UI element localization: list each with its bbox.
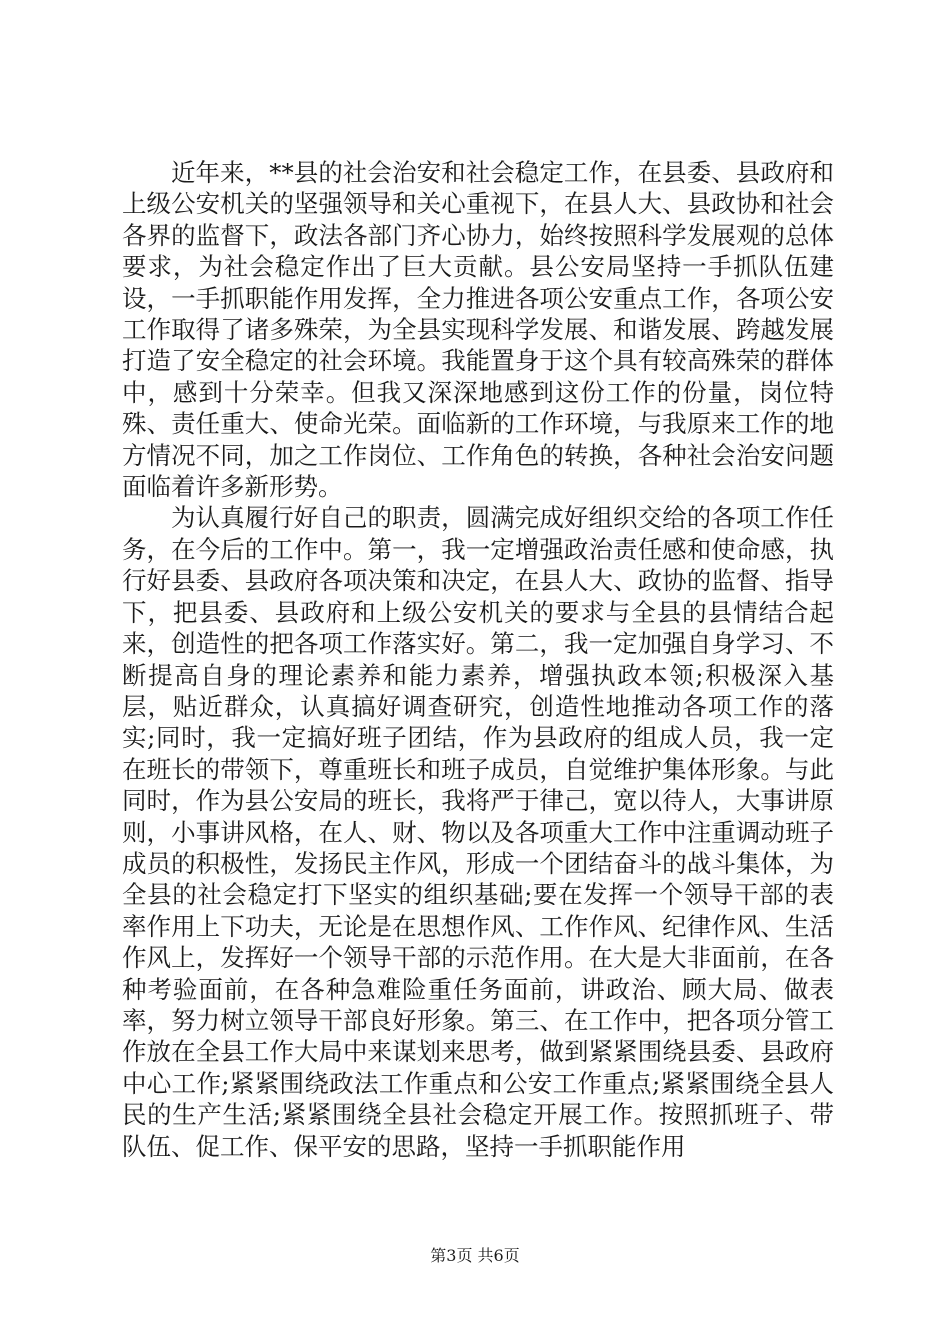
paragraph-1: 近年来，**县的社会治安和社会稳定工作，在县委、县政府和上级公安机关的坚强领导和关心重视下，在县人大、县政协和社会各界的监督下，政法各部门齐心协力，始终按照科学发展观的总体要求，为社会稳定作出了巨大贡献。县公安局坚持一手抓队伍建设，一手抓职能作用发挥，全力推进各项公安重点工作，各项公安工作取得了诸多殊荣，为全县实现科学发展、和谐发展、跨越发展打造了安全稳定的社会环境。我能置身于这个具有较高殊荣的群体中，感到十分荣幸。但我又深深地感到这份工作的份量，岗位特殊、责任重大、使命光荣。面临新的工作环境，与我原来工作的地方情况不同，加之工作岗位、工作角色的转换，各种社会治安问题面临着许多新形势。 <box>122 158 834 502</box>
paragraph-2: 为认真履行好自己的职责，圆满完成好组织交给的各项工作任务，在今后的工作中。第一，我一定增强政治责任感和使命感，执行好县委、县政府各项决策和决定，在县人大、政协的监督、指导下，把县委、县政府和上级公安机关的要求与全县的县情结合起来，创造性的把各项工作落实好。第二，我一定加强自身学习、不断提高自身的理论素养和能力素养，增强执政本领;积极深入基层，贴近群众，认真搞好调查研究，创造性地推动各项工作的落实;同时，我一定搞好班子团结，作为县政府的组成人员，我一定在班长的带领下，尊重班长和班子成员，自觉维护集体形象。与此同时，作为县公安局的班长，我将严于律己，宽以待人，大事讲原则，小事讲风格，在人、财、物以及各项重大工作中注重调动班子成员的积极性，发扬民主作风，形成一个团结奋斗的战斗集体，为全县的社会稳定打下坚实的组织基础;要在发挥一个领导干部的表率作用上下功夫，无论是在思想作风、工作作风、纪律作风、生活作风上，发挥好一个领导干部的示范作用。在大是大非面前，在各种考验面前，在各种急难险重任务面前，讲政治、顾大局、做表率，努力树立领导干部良好形象。第三、在工作中，把各项分管工作放在全县工作大局中来谋划来思考，做到紧紧围绕县委、县政府中心工作;紧紧围绕政法工作重点和公安工作重点;紧紧围绕全县人民的生产生活;紧紧围绕全县社会稳定开展工作。按照抓班子、带队伍、促工作、保平安的思路，坚持一手抓职能作用 <box>122 503 834 1161</box>
page-footer <box>0 1246 950 1266</box>
page-number: 第3页 共6页 <box>430 1246 520 1265</box>
document-body <box>122 157 834 1162</box>
